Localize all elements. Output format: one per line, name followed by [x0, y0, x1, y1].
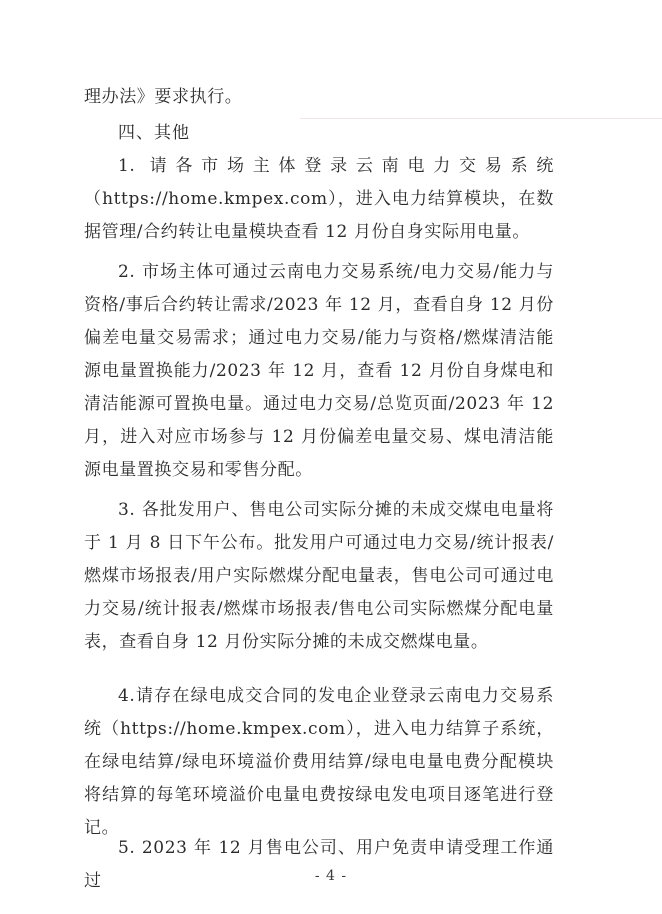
paragraph-4: 4.请存在绿电成交合同的发电企业登录云南电力交易系统（https://home.kmpex.com），进入电力结算子系统，在绿电结算/绿电环境溢价费用结算/绿电电量电费分配模块将结算的每笔环境溢价电量电费按绿电发电项目逐笔进行登记。	[84, 686, 554, 838]
paragraph-1: 1. 请各市场主体登录云南电力交易系统（https://home.kmpex.com），进入电力结算模块，在数据管理/合约转让电量模块查看 12 月份自身实际用电量。	[84, 156, 554, 242]
section-heading: 四、其他	[118, 123, 190, 143]
page-number: - 4 -	[314, 868, 348, 884]
faint-rule	[300, 118, 662, 119]
paragraph-2: 2. 市场主体可通过云南电力交易系统/电力交易/能力与资格/事后合约转让需求/2023 年 12 月，查看自身 12 月份偏差电量交易需求；通过电力交易/能力与资格/燃煤清洁能源电量置换能力/2023 年 12 月，查看 12 月份自身煤电和清洁能源可置换电量。通过电力交易/总览页面/2023 年 12 月，进入对应市场参与 12 月份偏差电量交易、煤电清洁能源电量置换交易和零售分配。	[84, 262, 554, 480]
text-line-top: 理办法》要求执行。	[84, 87, 243, 107]
paragraph-3: 3. 各批发用户、售电公司实际分摊的未成交煤电电量将于 1 月 8 日下午公布。批发用户可通过电力交易/统计报表/燃煤市场报表/用户实际燃煤分配电量表，售电公司可通过电力交易/统计报表/燃煤市场报表/售电公司实际燃煤分配电量表，查看自身 12 月份实际分摊的未成交燃煤电量。	[84, 500, 554, 652]
paragraph-5: 5. 2023 年 12 月售电公司、用户免责申请受理工作通过	[84, 838, 554, 891]
